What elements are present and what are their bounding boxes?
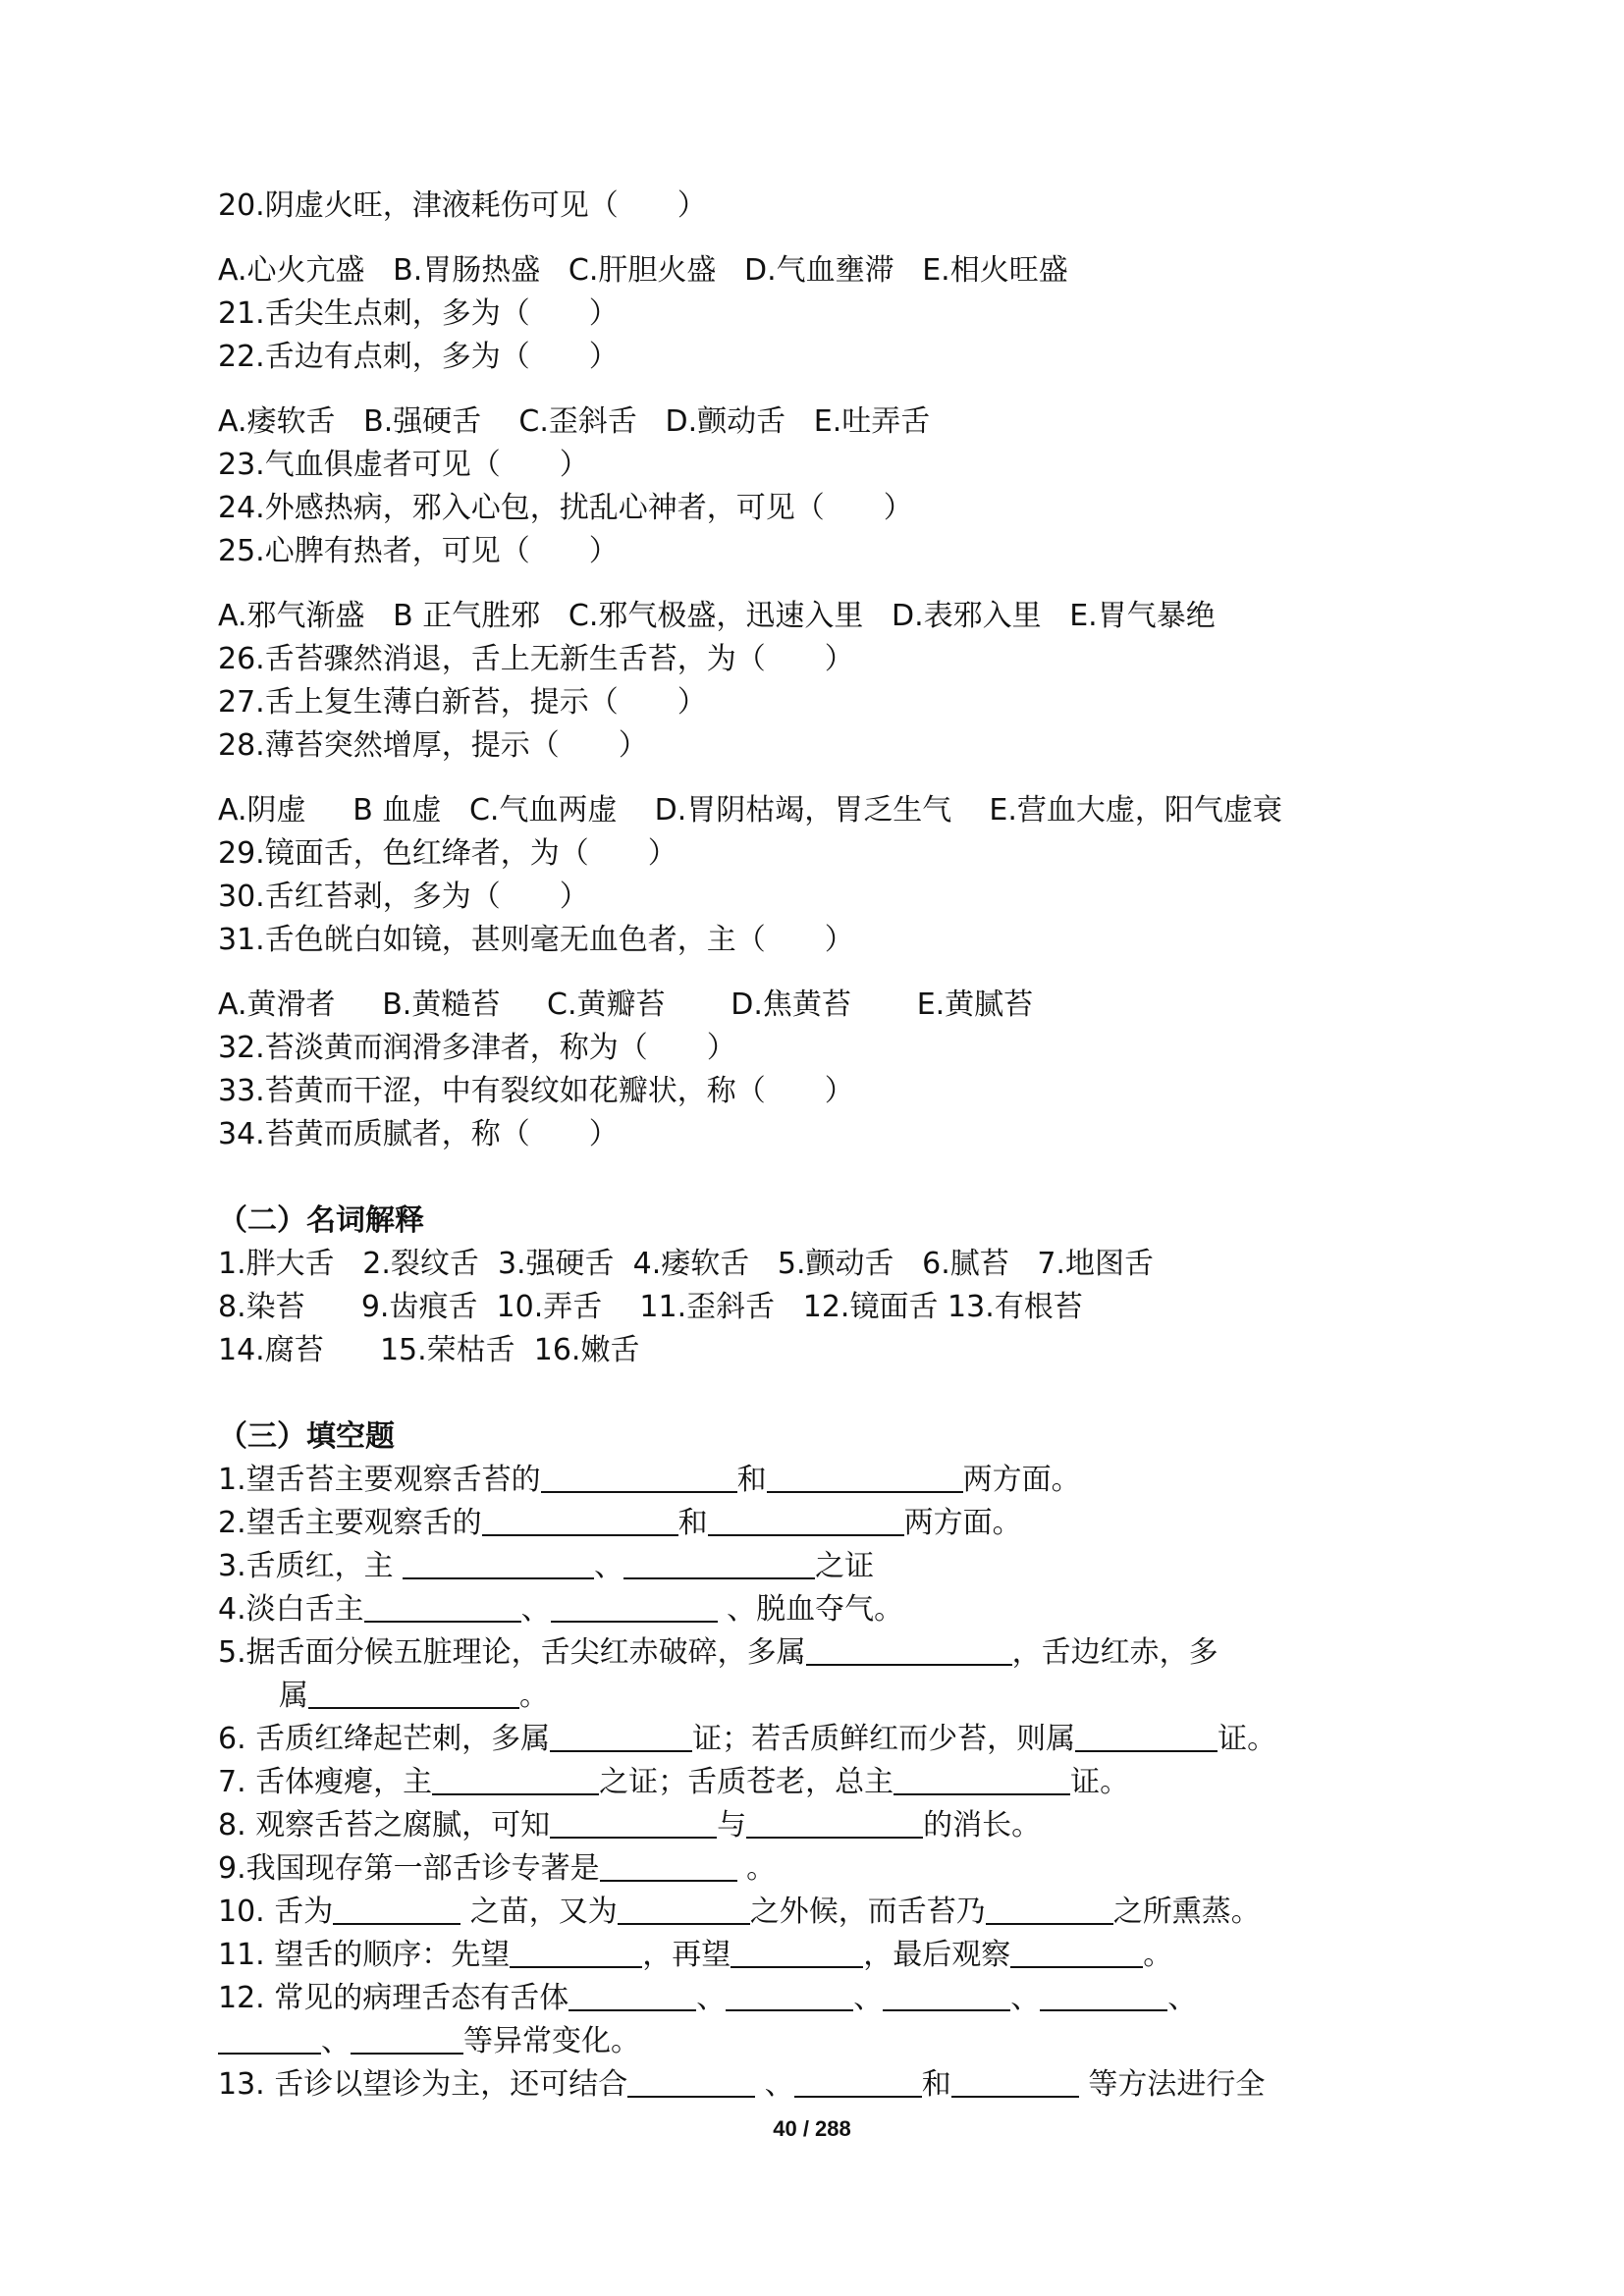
question-27: 27.舌上复生薄白新苔，提示（ ） <box>218 685 707 720</box>
question-26: 26.舌苔骤然消退，舌上无新生舌苔，为（ ） <box>218 642 854 676</box>
term: 15.荣枯舌 <box>379 1333 515 1367</box>
fill-question-12 <box>218 1977 1426 2020</box>
question-text: 、 <box>696 1981 727 2015</box>
term: 12.镜面舌 <box>802 1290 939 1324</box>
question-text: 之证 <box>815 1549 875 1583</box>
option-c: C.肝胆火盛 <box>568 253 717 288</box>
terms-list <box>218 1243 1426 1372</box>
question-text: 3.舌质红，主 <box>218 1549 404 1583</box>
question-text: 5.据舌面分候五脏理论，舌尖红赤破碎，多属 <box>218 1635 806 1670</box>
question-25: 25.心脾有热者，可见（ ） <box>218 534 619 568</box>
option-e: E.黄腻苔 <box>916 988 1034 1022</box>
question-text: 证；若舌质鲜红而少苔，则属 <box>692 1722 1076 1756</box>
option-d: D.颤动舌 <box>665 404 786 439</box>
fill-in-list <box>218 1459 1426 2107</box>
section-heading-terms: （二）名词解释 <box>218 1203 424 1238</box>
answer-blank[interactable] <box>1075 1721 1218 1752</box>
term: 9.齿痕舌 <box>360 1290 478 1324</box>
question-text: 、 <box>1167 1981 1198 2015</box>
fill-question-11 <box>218 1934 1426 1977</box>
option-a: A.阴虚 <box>218 793 306 828</box>
question-31: 31.舌色㿠白如镜，甚则毫无血色者，主（ ） <box>218 923 854 957</box>
option-e: E.相火旺盛 <box>922 253 1068 288</box>
option-b: B.黄糙苔 <box>382 988 501 1022</box>
answer-blank[interactable] <box>746 1807 923 1839</box>
term: 8.染苔 <box>218 1290 305 1324</box>
question-33: 33.苔黄而干涩，中有裂纹如花瓣状，称（ ） <box>218 1074 854 1108</box>
question-text: 证。 <box>1218 1722 1277 1756</box>
answer-blank[interactable] <box>883 1980 1010 2011</box>
question-text: 证。 <box>1070 1765 1130 1799</box>
term: 6.腻苔 <box>922 1247 1009 1281</box>
question-text: 12. 常见的病理舌态有舌体 <box>218 1981 569 2015</box>
question-text: 2.望舌主要观察舌的 <box>218 1506 482 1540</box>
answer-blank[interactable] <box>218 2023 321 2055</box>
answer-blank[interactable] <box>541 1462 737 1493</box>
fill-question-1 <box>218 1459 1426 1502</box>
answer-blank[interactable] <box>432 1764 599 1795</box>
question-text: 和 <box>921 2067 951 2102</box>
option-a: A.黄滑者 <box>218 988 336 1022</box>
answer-blank[interactable] <box>550 1721 692 1752</box>
question-23: 23.气血俱虚者可见（ ） <box>218 448 589 482</box>
options-row-2 <box>218 400 1426 444</box>
question-text: 。 <box>1143 1938 1173 1972</box>
terms-row-1 <box>218 1243 1426 1286</box>
terms-row-2 <box>218 1286 1426 1329</box>
answer-blank[interactable] <box>1040 1980 1167 2011</box>
question-text: 之所熏蒸。 <box>1112 1895 1261 1929</box>
question-text: 、 <box>853 1981 884 2015</box>
question-text: 与 <box>717 1808 747 1842</box>
question-text: 之外候，而舌苔乃 <box>749 1895 986 1929</box>
question-32: 32.苔淡黄而润滑多津者，称为（ ） <box>218 1031 736 1065</box>
fill-question-9 <box>218 1847 1426 1891</box>
answer-blank[interactable] <box>893 1764 1070 1795</box>
answer-blank[interactable] <box>364 1591 521 1623</box>
term: 3.强硬舌 <box>497 1247 615 1281</box>
question-text: 9.我国现存第一部舌诊专著是 <box>218 1851 600 1886</box>
option-d: D.气血壅滞 <box>743 253 894 288</box>
section-heading-fill-in: （三）填空题 <box>218 1419 395 1454</box>
page-number: 40 / 288 <box>773 2116 851 2141</box>
answer-blank[interactable] <box>550 1807 717 1839</box>
answer-blank[interactable] <box>600 1850 737 1882</box>
terms-row-3 <box>218 1329 1426 1372</box>
answer-blank[interactable] <box>708 1505 904 1536</box>
question-text: 两方面。 <box>962 1463 1081 1497</box>
question-text: 之苗，又为 <box>460 1895 618 1929</box>
question-text: 属 <box>279 1679 308 1713</box>
answer-blank[interactable] <box>627 2066 755 2098</box>
fill-question-5-cont <box>218 1675 1426 1718</box>
question-text: 、脱血夺气。 <box>717 1592 904 1627</box>
fill-question-5 <box>218 1631 1426 1675</box>
answer-blank[interactable] <box>986 1894 1113 1925</box>
term: 2.裂纹舌 <box>362 1247 479 1281</box>
question-text: 等方法进行全 <box>1078 2067 1266 2102</box>
option-b: B 正气胜邪 <box>393 599 541 633</box>
answer-blank[interactable] <box>351 2023 463 2055</box>
options-row-1 <box>218 249 1426 293</box>
option-a: A.邪气渐盛 <box>218 599 365 633</box>
answer-blank[interactable] <box>308 1678 519 1709</box>
option-d: D.表邪入里 <box>891 599 1042 633</box>
question-text: 和 <box>736 1463 767 1497</box>
option-d: D.焦黄苔 <box>731 988 851 1022</box>
question-text: ，最后观察 <box>863 1938 1011 1972</box>
question-text: 、 <box>520 1592 551 1627</box>
options-row-5 <box>218 984 1426 1027</box>
answer-blank[interactable] <box>403 1548 594 1579</box>
answer-blank[interactable] <box>551 1591 718 1623</box>
question-30: 30.舌红苔剥，多为（ ） <box>218 880 589 914</box>
answer-blank[interactable] <box>731 1937 863 1968</box>
question-text: 6. 舌质红绛起芒刺，多属 <box>218 1722 551 1756</box>
term: 7.地图舌 <box>1037 1247 1154 1281</box>
question-text: 、 <box>321 2024 351 2058</box>
fill-question-6 <box>218 1718 1426 1761</box>
answer-blank[interactable] <box>767 1462 963 1493</box>
fill-question-8 <box>218 1804 1426 1847</box>
option-e: E.胃气暴绝 <box>1069 599 1216 633</box>
option-e: E.吐弄舌 <box>813 404 931 439</box>
question-34: 34.苔黄而质腻者，称（ ） <box>218 1117 619 1151</box>
fill-question-3 <box>218 1545 1426 1588</box>
answer-blank[interactable] <box>482 1505 678 1536</box>
term: 11.歪斜舌 <box>639 1290 776 1324</box>
question-text: 、 <box>594 1549 624 1583</box>
answer-blank[interactable] <box>618 1894 750 1925</box>
question-text: 7. 舌体瘦瘪，主 <box>218 1765 433 1799</box>
options-row-4 <box>218 789 1426 832</box>
question-28: 28.薄苔突然增厚，提示（ ） <box>218 728 648 763</box>
options-row-3 <box>218 595 1426 638</box>
document-page <box>218 185 1426 2107</box>
term: 1.胖大舌 <box>218 1247 335 1281</box>
question-text: 10. 舌为 <box>218 1895 334 1929</box>
option-c: C.邪气极盛，迅速入里 <box>568 599 864 633</box>
question-text: 、 <box>755 2067 794 2102</box>
answer-blank[interactable] <box>510 1937 642 1968</box>
question-text: 1.望舌苔主要观察舌苔的 <box>218 1463 541 1497</box>
answer-blank[interactable] <box>794 2066 922 2098</box>
option-b: B.强硬舌 <box>363 404 482 439</box>
term: 13.有根苔 <box>947 1290 1083 1324</box>
question-text: 8. 观察舌苔之腐腻，可知 <box>218 1808 551 1842</box>
option-b: B 血虚 <box>352 793 442 828</box>
question-text: 等异常变化。 <box>463 2024 640 2058</box>
question-text: 13. 舌诊以望诊为主，还可结合 <box>218 2067 628 2102</box>
option-b: B.胃肠热盛 <box>393 253 541 288</box>
answer-blank[interactable] <box>333 1894 460 1925</box>
question-text: 11. 望舌的顺序：先望 <box>218 1938 511 1972</box>
term: 4.痿软舌 <box>632 1247 750 1281</box>
question-24: 24.外感热病，邪入心包，扰乱心神者，可见（ ） <box>218 491 913 525</box>
fill-question-10 <box>218 1891 1426 1934</box>
term: 16.嫩舌 <box>533 1333 640 1367</box>
question-text: 4.淡白舌主 <box>218 1592 364 1627</box>
question-text: ，舌边红赤，多 <box>1011 1635 1218 1670</box>
answer-blank[interactable] <box>726 1980 853 2011</box>
option-c: C.歪斜舌 <box>518 404 637 439</box>
term: 10.弄舌 <box>496 1290 603 1324</box>
answer-blank[interactable] <box>623 1548 815 1579</box>
question-20: 20.阴虚火旺，津液耗伤可见（ ） <box>218 188 707 223</box>
question-text: 。 <box>519 1679 549 1713</box>
answer-blank[interactable] <box>568 1980 696 2011</box>
question-29: 29.镜面舌，色红绛者，为（ ） <box>218 836 677 871</box>
fill-question-12-cont <box>218 2020 1426 2063</box>
option-d: D.胃阴枯竭，胃乏生气 <box>654 793 952 828</box>
question-text: 。 <box>736 1851 777 1886</box>
option-e: E.营血大虚，阳气虚衰 <box>989 793 1282 828</box>
fill-question-4 <box>218 1588 1426 1631</box>
question-text: 两方面。 <box>903 1506 1022 1540</box>
answer-blank[interactable] <box>806 1634 1012 1666</box>
option-c: C.气血两虚 <box>468 793 618 828</box>
term: 14.腐苔 <box>218 1333 324 1367</box>
question-text: ，再望 <box>642 1938 731 1972</box>
question-text: 之证；舌质苍老，总主 <box>599 1765 894 1799</box>
fill-question-2 <box>218 1502 1426 1545</box>
question-text: 的消长。 <box>923 1808 1042 1842</box>
term: 5.颤动舌 <box>777 1247 894 1281</box>
question-21: 21.舌尖生点刺，多为（ ） <box>218 296 619 331</box>
option-a: A.心火亢盛 <box>218 253 365 288</box>
option-c: C.黄瓣苔 <box>547 988 666 1022</box>
question-text: 和 <box>677 1506 708 1540</box>
question-22: 22.舌边有点刺，多为（ ） <box>218 340 619 374</box>
fill-question-13 <box>218 2063 1426 2107</box>
option-a: A.痿软舌 <box>218 404 336 439</box>
question-text: 、 <box>1010 1981 1041 2015</box>
answer-blank[interactable] <box>1010 1937 1143 1968</box>
answer-blank[interactable] <box>951 2066 1079 2098</box>
fill-question-7 <box>218 1761 1426 1804</box>
